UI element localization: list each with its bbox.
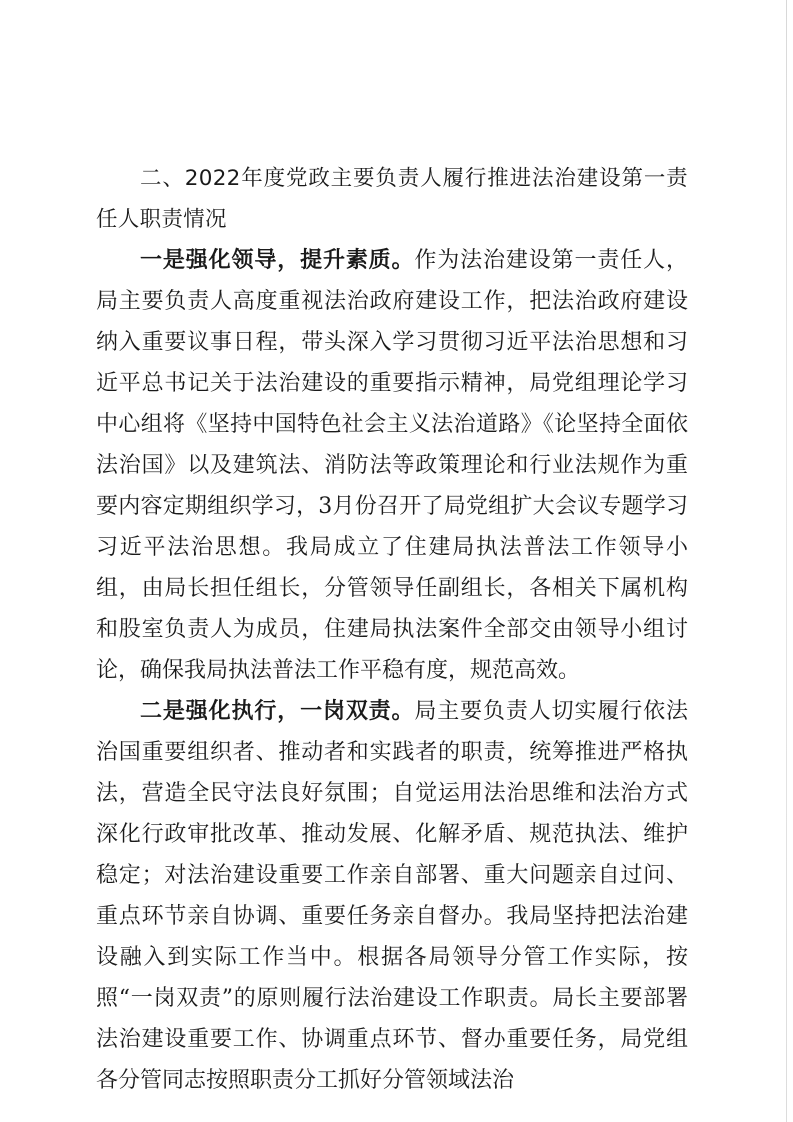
paragraph-execution-text: 局主要负责人切实履行依法治国重要组织者、推动者和实践者的职责，统筹推进严格执法，营造全民守法良好氛围；自觉运用法治思维和法治方式深化行政审批改革、推动发展、化解矛盾、规范执法、维护稳定；对法治建设重要工作亲自部署、重大问题亲自过问、重点环节亲自协调、重要任务亲自督办。我局坚持把法治建设融入到实际工作当中。根据各局领导分管工作实际，按照“一岗双责”的原则履行法治建设工作职责。局长主要部署法治建设重要工作、协调重点环节、督办重要任务，局党组各分管同志按照职责分工抓好分管领域法治 [96, 699, 688, 1093]
paragraph-leadership [96, 240, 688, 691]
section-heading: 二、2022年度党政主要负责人履行推进法治建设第一责任人职责情况 [96, 166, 688, 232]
paragraph-leadership-lead: 一是强化领导，提升素质。 [140, 247, 415, 273]
document-body [96, 158, 688, 1101]
paragraph-leadership-text: 作为法治建设第一责任人，局主要负责人高度重视法治政府建设工作，把法治政府建设纳入重要议事日程，带头深入学习贯彻习近平法治思想和习近平总书记关于法治建设的重要指示精神，局党组理论学习中心组将《坚持中国特色社会主义法治道路》《论坚持全面依法治国》以及建筑法、消防法等政策理论和行业法规作为重要内容定期组织学习，3月份召开了局党组扩大会议专题学习习近平法治思想。我局成立了住建局执法普法工作领导小组，由局长担任组长，分管领导任副组长，各相关下属机构和股室负责人为成员，住建局执法案件全部交由领导小组讨论，确保我局执法普法工作平稳有度，规范高效。 [96, 248, 688, 683]
scan-edge-line [786, 0, 787, 1122]
paragraph-execution [96, 691, 688, 1101]
paragraph-execution-lead: 二是强化执行，一岗双责。 [140, 698, 415, 724]
